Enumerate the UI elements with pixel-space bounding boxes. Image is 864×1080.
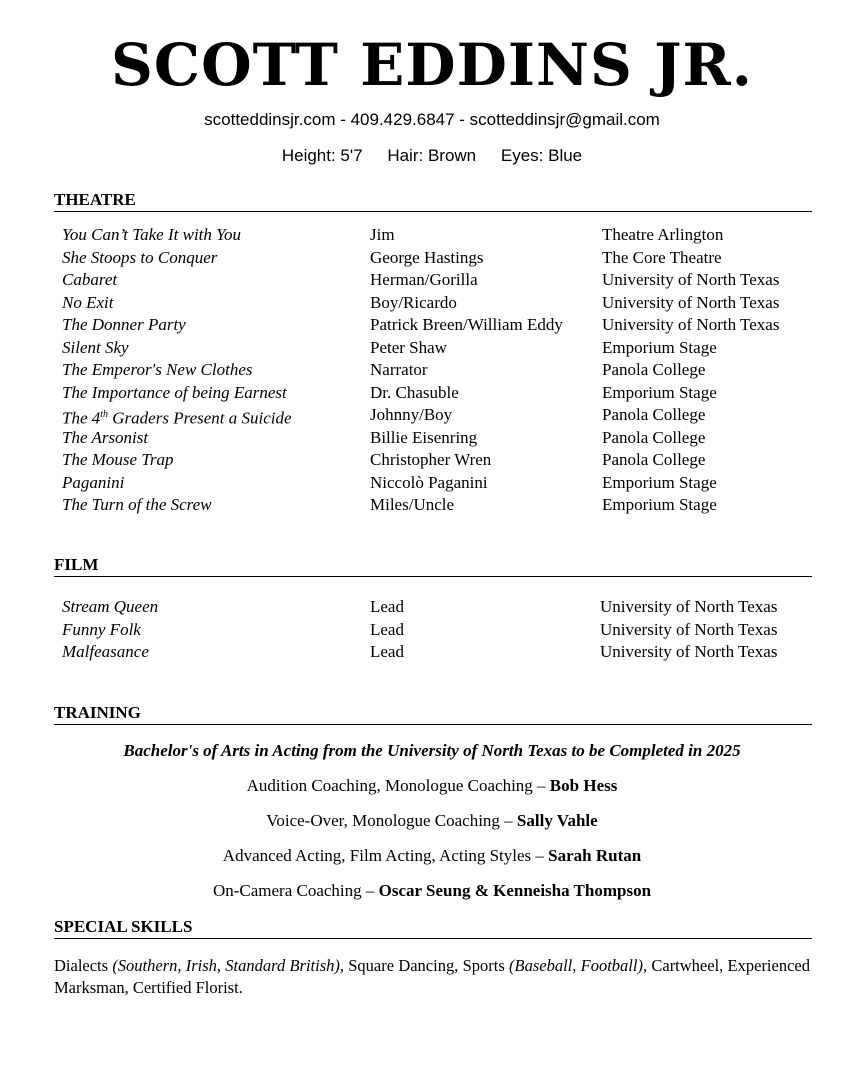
credit-title: You Can’t Take It with You: [62, 225, 242, 244]
credit-venue: University of North Texas: [600, 642, 778, 661]
hair-stat: Hair: Brown: [387, 146, 477, 165]
skills-heading: SPECIAL SKILLS: [54, 918, 812, 939]
credit-title: The Emperor's New Clothes: [62, 360, 253, 379]
credit-role: Lead: [370, 619, 404, 639]
credit-title: The Donner Party: [62, 315, 186, 334]
credit-venue: University of North Texas: [600, 597, 778, 616]
training-line: [0, 811, 864, 831]
theatre-credits: [62, 224, 802, 517]
credit-role: Dr. Chasuble: [370, 382, 459, 402]
credit-venue: University of North Texas: [600, 619, 778, 639]
credit-row: [62, 337, 802, 360]
credit-title-part: The 4: [62, 408, 101, 428]
theatre-heading: THEATRE: [54, 191, 812, 212]
credit-title: Malfeasance: [62, 642, 149, 661]
credit-venue: Panola College: [602, 450, 706, 469]
training-line: [0, 846, 864, 866]
skills-part: Square Dancing, Sports: [344, 956, 510, 975]
credit-venue: Emporium Stage: [602, 472, 717, 492]
credit-role: Jim: [370, 225, 395, 244]
credit-venue: University of North Texas: [602, 315, 780, 334]
credit-row: [62, 292, 802, 315]
credit-role: Lead: [370, 642, 404, 661]
credit-title: Funny Folk: [62, 619, 141, 639]
training-description: Voice-Over, Monologue Coaching –: [266, 811, 517, 830]
credit-row: [62, 382, 802, 405]
credit-row: [62, 314, 802, 337]
credit-role: Billie Eisenring: [370, 427, 478, 447]
credit-title: The Arsonist: [62, 427, 149, 447]
credit-title: The Turn of the Screw: [62, 495, 212, 514]
film-heading: FILM: [54, 556, 812, 577]
training-description: Audition Coaching, Monologue Coaching –: [246, 776, 550, 795]
credit-row: [62, 494, 802, 517]
credit-role: Patrick Breen/William Eddy: [370, 315, 563, 334]
actor-name: SCOTT EDDINS JR.: [111, 31, 753, 99]
credit-title: The Mouse Trap: [62, 450, 174, 469]
credit-role: Johnny/Boy: [370, 405, 453, 424]
credit-row: [62, 619, 802, 642]
credit-row: [62, 404, 802, 427]
credit-venue: Emporium Stage: [602, 382, 717, 402]
credit-venue: University of North Texas: [602, 270, 780, 289]
contact-line: scotteddinsjr.com - 409.429.6847 - scotteddinsjr@gmail.com: [204, 110, 660, 129]
credit-row: [62, 641, 802, 664]
physical-stats: [0, 146, 864, 166]
credit-venue: Panola College: [602, 360, 706, 379]
credit-role: Christopher Wren: [370, 450, 492, 469]
training-line: [0, 881, 864, 901]
credit-title: Paganini: [62, 472, 125, 492]
credit-role: Herman/Gorilla: [370, 270, 478, 289]
credit-row: [62, 596, 802, 619]
credit-role: George Hastings: [370, 247, 484, 267]
credit-title: She Stoops to Conquer: [62, 247, 218, 267]
credit-venue: The Core Theatre: [602, 247, 722, 267]
credit-venue: Emporium Stage: [602, 337, 717, 357]
credit-venue: Theatre Arlington: [602, 225, 724, 244]
credit-role: Niccolò Paganini: [370, 472, 488, 492]
training-line: [0, 776, 864, 796]
credit-role: Boy/Ricardo: [370, 292, 457, 312]
credit-row: [62, 269, 802, 292]
credit-title: Silent Sky: [62, 337, 129, 357]
credit-title: No Exit: [62, 292, 114, 312]
credit-row: [62, 427, 802, 450]
credit-row: [62, 224, 802, 247]
credit-title-part: Graders Present a Suicide: [108, 408, 292, 428]
credit-venue: Panola College: [602, 405, 706, 424]
credit-title: The Importance of being Earnest: [62, 382, 287, 402]
height-stat: Height: 5'7: [281, 146, 363, 165]
credit-row: [62, 247, 802, 270]
skills-part: , Cartwheel, Experienced Marksman, Certified Florist.: [54, 956, 810, 997]
skills-part: (Baseball, Football): [509, 956, 643, 975]
eyes-stat: Eyes: Blue: [500, 146, 583, 165]
training-description: On-Camera Coaching –: [212, 881, 379, 900]
credit-role: Lead: [370, 597, 404, 616]
skills-text: [54, 955, 810, 999]
credit-role: Peter Shaw: [370, 337, 447, 357]
film-credits: [62, 596, 802, 664]
credit-row: [62, 359, 802, 382]
credit-row: [62, 472, 802, 495]
training-description: Advanced Acting, Film Acting, Acting Styles –: [222, 846, 549, 865]
ordinal-suffix: th: [100, 409, 109, 420]
degree-line: Bachelor's of Arts in Acting from the University of North Texas to be Completed in 2025: [123, 741, 741, 760]
credit-venue: Emporium Stage: [602, 495, 717, 514]
credit-row: [62, 449, 802, 472]
credit-title: Stream Queen: [62, 597, 159, 616]
credit-venue: University of North Texas: [602, 292, 780, 312]
coach-name: Sally Vahle: [516, 811, 598, 830]
training-heading: TRAINING: [54, 704, 812, 725]
skills-part: Dialects: [54, 956, 113, 975]
coach-name: Sarah Rutan: [548, 846, 642, 865]
credit-role: Narrator: [370, 360, 428, 379]
skills-part: (Southern, Irish, Standard British),: [112, 956, 344, 975]
coach-name: Bob Hess: [549, 776, 618, 795]
credit-role: Miles/Uncle: [370, 495, 455, 514]
coach-name: Oscar Seung & Kenneisha Thompson: [378, 881, 652, 900]
credit-title: Cabaret: [62, 270, 118, 289]
credit-venue: Panola College: [602, 427, 706, 447]
